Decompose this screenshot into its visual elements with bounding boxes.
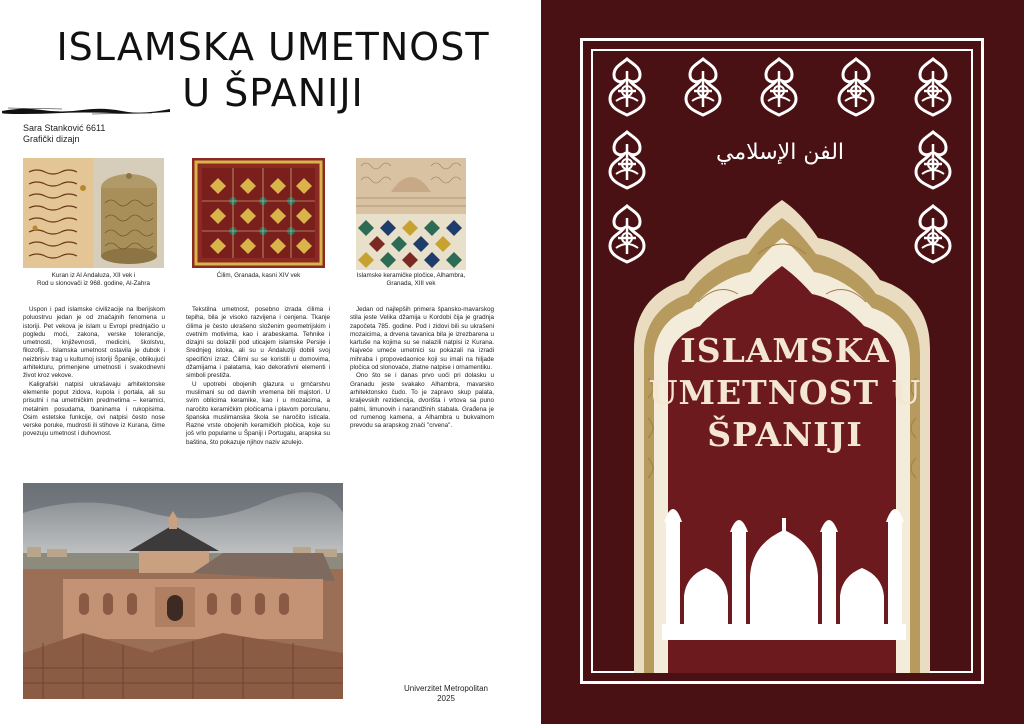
cover-title — [640, 330, 930, 456]
caption-tiles — [350, 272, 472, 288]
text-column-2 — [186, 306, 330, 447]
arabesque-ornament-icon — [606, 130, 648, 190]
caption-carpet — [192, 272, 325, 280]
tiles-pattern-illustration — [356, 158, 466, 270]
column-2-paragraph-1: Tekstilna umetnost, posebno izrada ćilima i tepiha, bila je visoko razvijena i cenjena. Tkanje ćilima je često ukrašeno složenim geometrijskim i cvetnim motivima, kao i arabeskama. Tehnike i dizajni su dolazili pod uticajem islamske Persije i Srednjeg istoka, ali su u Andaluziji dobili svoj specifični izraz. Ćilimi su se koristili u domovima, džamijama i palatama, kao dekorativni elementi i simboli prestiža. — [186, 306, 330, 380]
cordoba-mosque-photo — [23, 483, 343, 699]
carpet-pattern-illustration — [192, 158, 325, 268]
cordoba-mosque-illustration — [23, 483, 343, 699]
cover-title-line-3: ŠPANIJI — [707, 415, 863, 454]
caption-tiles-line-2: Granada, XIII vek — [386, 280, 436, 287]
quran-and-ivory-box-image — [23, 158, 164, 268]
title-line-1: ISLAMSKA UMETNOST — [56, 25, 490, 69]
caption-tiles-line-1: Islamske keramičke pločice, Alhambra, — [356, 272, 466, 279]
column-1-paragraph-1: Uspon i pad islamske civilizacije na Iberijskom poluostrvu jedan je od značajnih fenomena u istoriji. Pet vekova je islam u Evropi prednjačio u pogledu moći, zakona, verske tolerancije, umetnosti, književnosti, medicini, školstvu, filozofiji... Islamska umetnost ostavila je dubok i neizbrisiv trag u kulturnoj istoriji Španije, oblikujući arhitekturu, primenjene umetnosti i svakodnevni život kroz vekove. — [23, 306, 165, 380]
arabesque-ornament-icon — [606, 57, 648, 117]
author-block — [23, 123, 105, 145]
arabesque-ornament-icon — [912, 57, 954, 117]
column-3-paragraph-1: Jedan od najlepših primera špansko-mavarskog stila jeste Velika džamija u Kordobi čija je gradnja započeta 785. godine. Pod i zidovi bili su ukrašeni mozaicima, a drvena tavanica bila je izrezbarena u kartuše na kojima su se nalazili natpisi iz Kurana. Najveće umeće umetnici su pokazali na izradi mihraba i propovedaonice koji su imali na hiljade pločica od slonovače, zlatne natpise i ornamentiku. — [350, 306, 494, 372]
text-column-3 — [350, 306, 494, 430]
text-column-1 — [23, 306, 165, 439]
author-name: Sara Stanković 6611 — [23, 123, 106, 133]
footer-university: Univerzitet Metropolitan — [403, 684, 489, 693]
arabesque-ornament-icon — [912, 130, 954, 190]
column-2-paragraph-2: U upotrebi obojenih glazura u grnčarstvu muslimani su od davnih vremena bili majstori. U svim oblicima keramike, kao i u mozaicima, a naročito keramičkim pločicama i plavom porculanu, španska muslimanska škola se naročito isticala. Razne vrste obojenih keramičkih pločica, koje su još vrlo popularne u Španiji i Portugalu, arapska su baština, što pokazuje njihov naziv azulejo. — [186, 380, 330, 446]
quran-and-ivory-box-illustration — [23, 158, 164, 268]
footer-year: 2025 — [437, 694, 455, 703]
arabesque-ornament-icon — [835, 57, 877, 117]
cover-title-line-2: UMETNOST U — [648, 373, 922, 412]
alhambra-tiles-image — [356, 158, 466, 270]
caption-quran-line-2: Rod u slonovači iz 968. godine, Al-Zahra — [36, 280, 151, 287]
mosque-silhouette-icon — [662, 500, 906, 640]
caption-quran — [23, 272, 164, 288]
caption-carpet-line-1: Ćilim, Granada, kasni XIV vek — [216, 272, 301, 279]
arabesque-ornament-icon — [682, 57, 724, 117]
granada-carpet-image — [192, 158, 325, 268]
caption-quran-line-1: Kuran iz Al Andaluza, XII vek i — [51, 272, 136, 279]
brush-stroke-divider — [2, 106, 170, 115]
arabic-title: الفن الإسلامي — [715, 140, 845, 165]
arabesque-ornament-icon — [758, 57, 800, 117]
title-line-2: U ŠPANIJI — [182, 71, 364, 115]
column-1-paragraph-2: Kaligrafski natpisi ukrašavaju arhitektonske elemente poput zidova, kupola i portala, ali su prisutni i na umetničkim predmetima – keramici, metalnim posudama, tkaninama i rukopisima. Osim estetske funkcije, ovi natpisi često nose verske poruke, mudrosti ili stihove iz Kurana, čime povezuju umetnost i duhovnost. — [23, 380, 165, 438]
footer — [396, 684, 496, 704]
column-3-paragraph-2: Ono što se i danas prvo uoči pri dolasku u Granadu jeste svakako Alhambra, mavarsko arhitektonsko čudo. To je zapravo skup palata, kraljevskih rezidencija, dvorišta i vrtova sa puno palmi, limunovih i narandžinih stabala. Građena je od rumenog kamena, a Alhambra u bukvalnom prevodu sa arapskog znači "crvena". — [350, 372, 494, 430]
page-title — [28, 24, 518, 116]
cover-title-line-1: ISLAMSKA — [680, 331, 890, 370]
subject-name: Grafički dizajn — [23, 134, 80, 144]
